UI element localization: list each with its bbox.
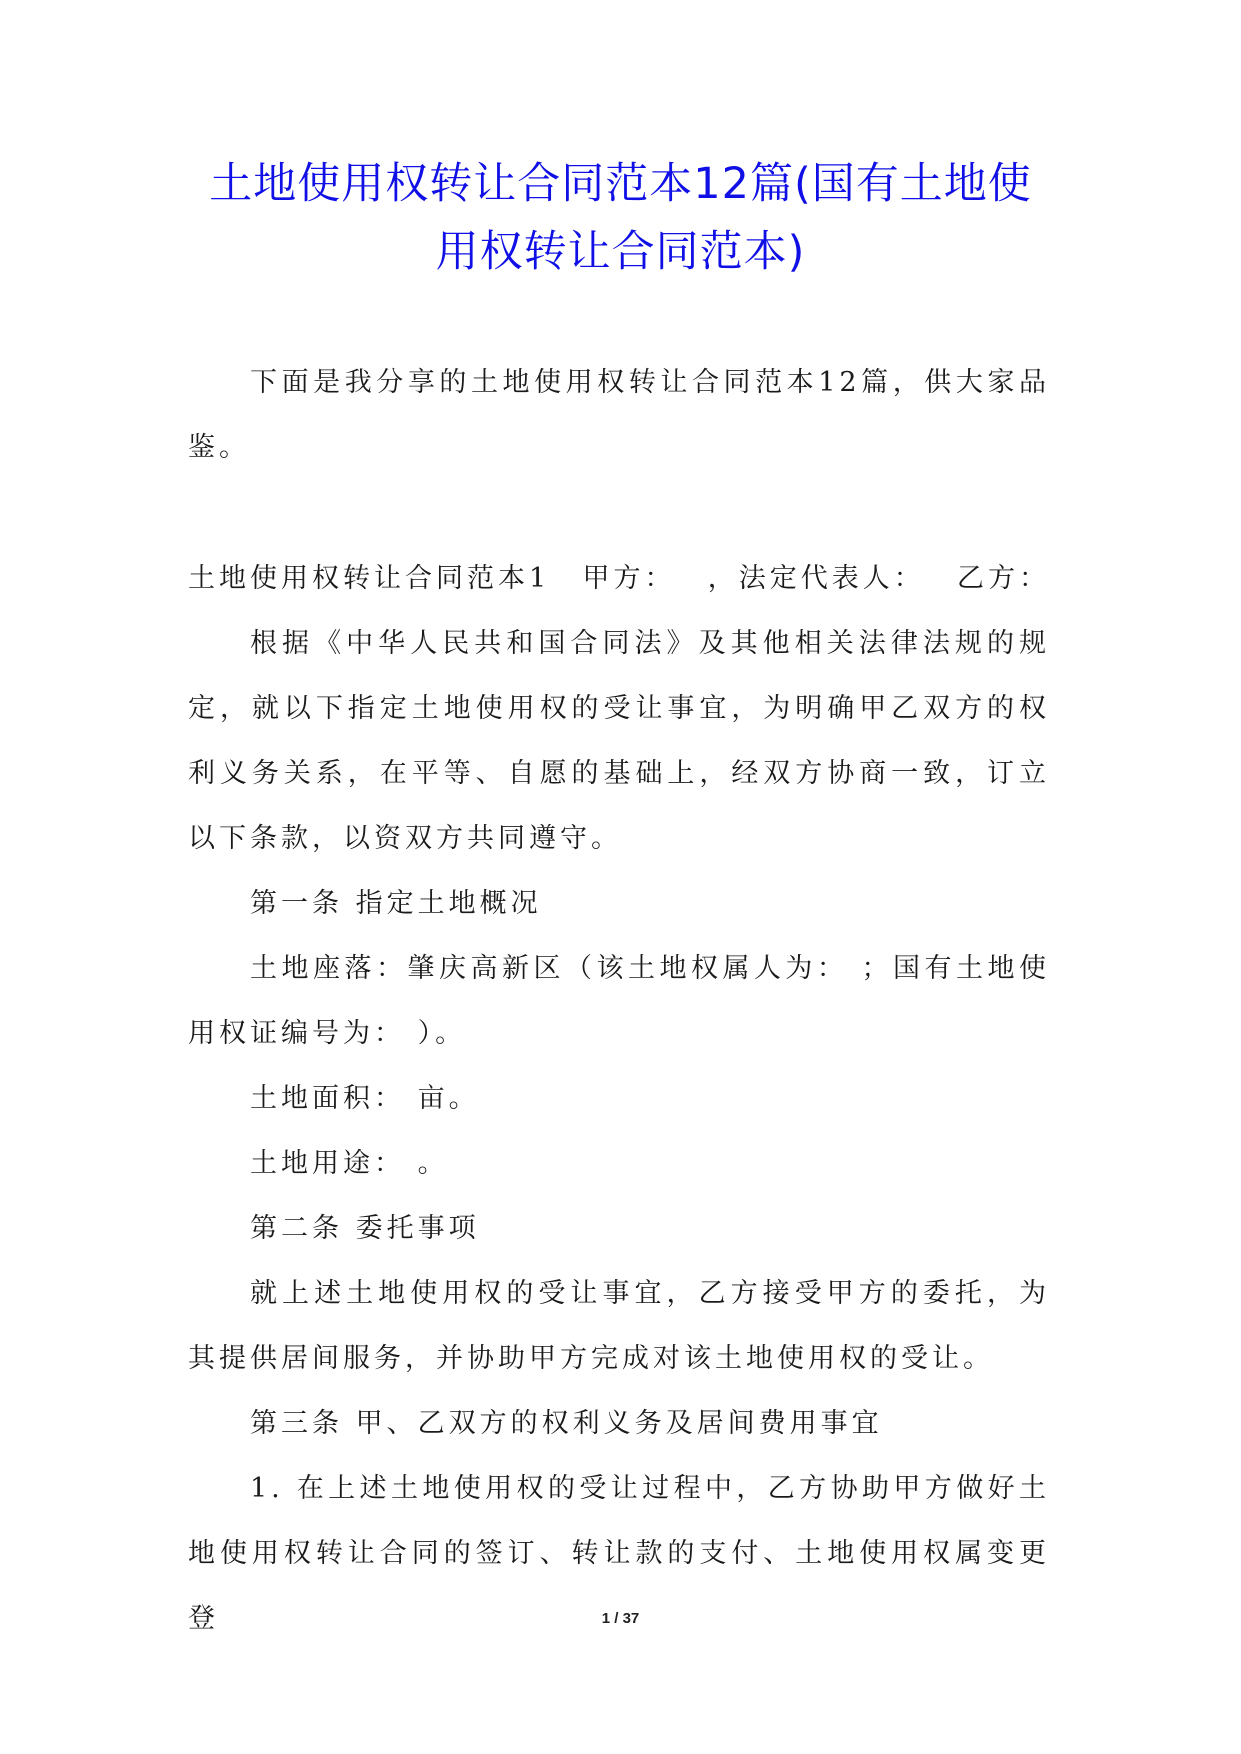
article-2-body: 就上述土地使用权的受让事宜，乙方接受甲方的委托，为其提供居间服务，并协助甲方完成对该土地使用权的受让。 [188,1278,1050,1374]
land-usage: 土地用途： 。 [250,1148,449,1179]
title-line-1: 土地使用权转让合同范本12篇(国有土地使 [209,159,1032,209]
party-a-label: 甲方： [582,563,676,594]
intro-section [188,350,1050,480]
article-3-item-1: 1. 在上述土地使用权的受让过程中，乙方协助甲方做好土地使用权转让合同的签订、转让款的支付、土地使用权属变更登 [188,1473,1050,1634]
land-area: 土地面积： 亩。 [250,1083,480,1114]
party-b-label: 乙方： [956,563,1050,594]
intro-paragraph: 下面是我分享的土地使用权转让合同范本12篇，供大家品鉴。 [188,367,1050,463]
article-2-title: 第二条 委托事项 [250,1213,480,1244]
article-3-title: 第三条 甲、乙双方的权利义务及居间费用事宜 [250,1408,883,1439]
contract-section [188,546,1050,1651]
article-1-title: 第一条 指定土地概况 [250,888,542,919]
page-indicator: 1 / 37 [601,1610,640,1627]
document-title [180,150,1061,286]
contract-heading: 土地使用权转让合同范本1 [188,563,551,594]
contract-heading-line [188,546,1050,611]
title-line-2: 用权转让合同范本) [435,227,806,277]
preamble-paragraph: 根据《中华人民共和国合同法》及其他相关法律法规的规定，就以下指定土地使用权的受让事宜，为明确甲乙双方的权利义务关系，在平等、自愿的基础上，经双方协商一致，订立以下条款，以资双方共同遵守。 [188,628,1050,854]
land-location: 土地座落：肇庆高新区（该土地权属人为： ；国有土地使用权证编号为： ）。 [188,953,1050,1049]
legal-rep-label: ，法定代表人： [707,563,925,594]
